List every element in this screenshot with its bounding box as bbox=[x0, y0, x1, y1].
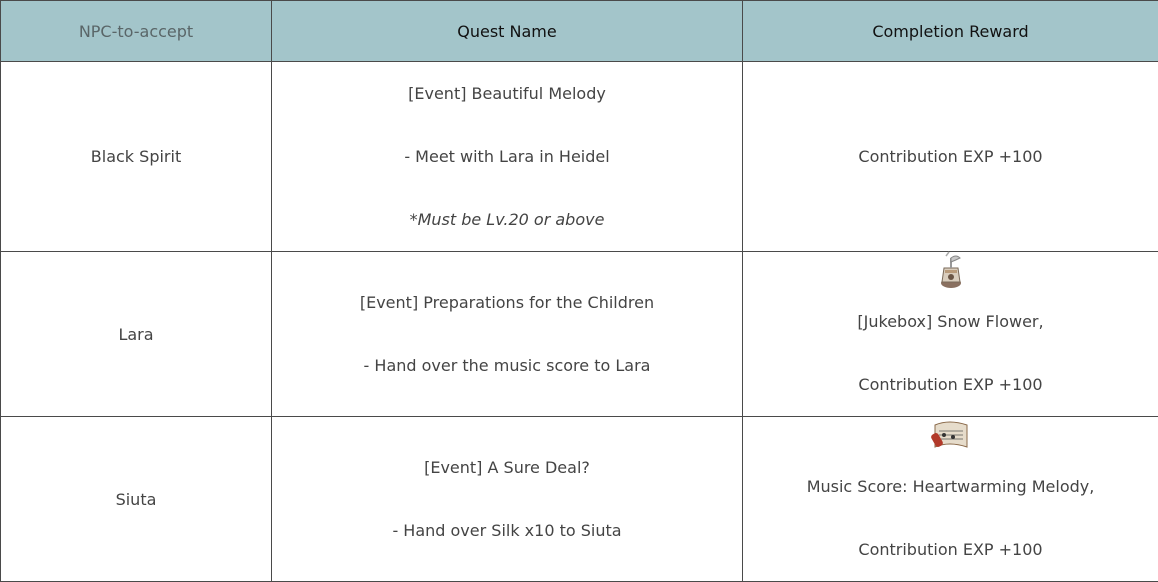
table-row bbox=[1, 417, 1158, 582]
reward-text: Contribution EXP +100 bbox=[743, 353, 1158, 416]
column-header-npc: NPC-to-accept bbox=[1, 1, 272, 62]
reward-text: Contribution EXP +100 bbox=[743, 518, 1158, 581]
reward-cell bbox=[743, 62, 1158, 252]
quest-cell bbox=[272, 252, 743, 417]
quest-objective: - Meet with Lara in Heidel bbox=[272, 125, 742, 188]
quest-title: [Event] Preparations for the Children bbox=[272, 271, 742, 334]
npc-cell: Black Spirit bbox=[1, 62, 272, 252]
reward-text: Music Score: Heartwarming Melody, bbox=[743, 455, 1158, 518]
jukebox-icon bbox=[743, 250, 1158, 290]
quest-objective: - Hand over the music score to Lara bbox=[272, 334, 742, 397]
npc-cell: Lara bbox=[1, 252, 272, 417]
quest-objective: - Hand over Silk x10 to Siuta bbox=[272, 499, 742, 562]
quest-title: [Event] A Sure Deal? bbox=[272, 436, 742, 499]
column-header-quest-name: Quest Name bbox=[272, 1, 743, 62]
table-header-row bbox=[1, 1, 1158, 62]
quest-cell bbox=[272, 417, 743, 582]
column-header-completion-reward: Completion Reward bbox=[743, 1, 1158, 62]
reward-cell bbox=[743, 252, 1158, 417]
table-row bbox=[1, 252, 1158, 417]
quest-title: [Event] Beautiful Melody bbox=[272, 62, 742, 125]
quest-cell bbox=[272, 62, 743, 252]
quest-requirement-note: *Must be Lv.20 or above bbox=[272, 188, 742, 251]
music-score-icon bbox=[743, 415, 1158, 455]
table-row bbox=[1, 62, 1158, 252]
reward-text: Contribution EXP +100 bbox=[743, 125, 1158, 188]
reward-text: [Jukebox] Snow Flower, bbox=[743, 290, 1158, 353]
npc-cell: Siuta bbox=[1, 417, 272, 582]
reward-cell bbox=[743, 417, 1158, 582]
